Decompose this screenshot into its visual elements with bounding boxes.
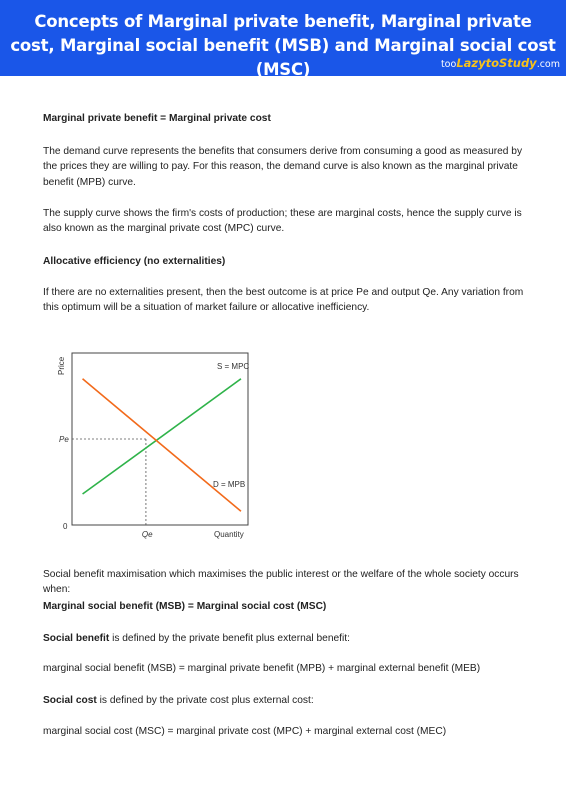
- paragraph-social-cost-definition: [43, 693, 533, 708]
- supply-demand-chart: [52, 345, 262, 545]
- term-social-benefit: Social benefit: [43, 633, 110, 644]
- paragraph-no-externalities: If there are no externalities present, then the best outcome is at price Pe and output Qe. Any variation from this optimum will be a situation of market failure or allocative inefficiency.: [43, 287, 524, 314]
- equilibrium-quantity-label: Qe: [141, 530, 153, 539]
- brand-highlight: LazytoStudy: [456, 56, 537, 70]
- brand-prefix: too: [440, 59, 457, 70]
- paragraph-supply-curve: The supply curve shows the firm's costs of production; these are marginal costs, hence the supply curve is also known as the marginal private cost (MPC) curve.: [43, 208, 522, 235]
- social-cost-definition-text: is defined by the private cost plus external cost:: [96, 695, 314, 706]
- page-header: [0, 0, 566, 79]
- origin-label: 0: [63, 522, 68, 531]
- equilibrium-price-label: Pe: [59, 435, 69, 444]
- brand-logo: [441, 56, 560, 70]
- plot-frame: [72, 353, 248, 525]
- social-benefit-definition-text: is defined by the private benefit plus external benefit:: [109, 633, 350, 644]
- heading-allocative-efficiency: Allocative efficiency (no externalities): [43, 256, 226, 267]
- y-axis-label: Price: [57, 356, 66, 375]
- term-social-cost: Social cost: [43, 695, 97, 706]
- paragraph-demand-curve: The demand curve represents the benefits that consumers derive from consuming a good as measured by the prices they are willing to pay. For this reason, the demand curve is also known as the marginal private benefit (MPB) curve.: [43, 146, 523, 188]
- heading-msb-msc: Marginal social benefit (MSB) = Marginal social cost (MSC): [43, 601, 327, 612]
- paragraph-social-benefit-definition: [43, 631, 533, 646]
- paragraph-social-benefit-maximisation: Social benefit maximisation which maximises the public interest or the welfare of the whole society occurs when:: [43, 569, 519, 596]
- brand-suffix: .com: [536, 59, 560, 70]
- formula-msb: marginal social benefit (MSB) = marginal private benefit (MPB) + marginal external benefit (MEB): [43, 663, 481, 674]
- x-axis-label: Quantity: [214, 530, 244, 539]
- formula-msc: marginal social cost (MSC) = marginal private cost (MPC) + marginal external cost (MEC): [43, 726, 447, 737]
- supply-curve-label: S = MPC: [216, 361, 250, 371]
- page-title: Concepts of Marginal private benefit, Marginal private cost, Marginal social benefit (MSB) and Marginal social cost (MSC): [10, 12, 556, 79]
- demand-curve-label: D = MPB: [212, 480, 246, 490]
- heading-private-benefit-cost: Marginal private benefit = Marginal private cost: [43, 113, 271, 124]
